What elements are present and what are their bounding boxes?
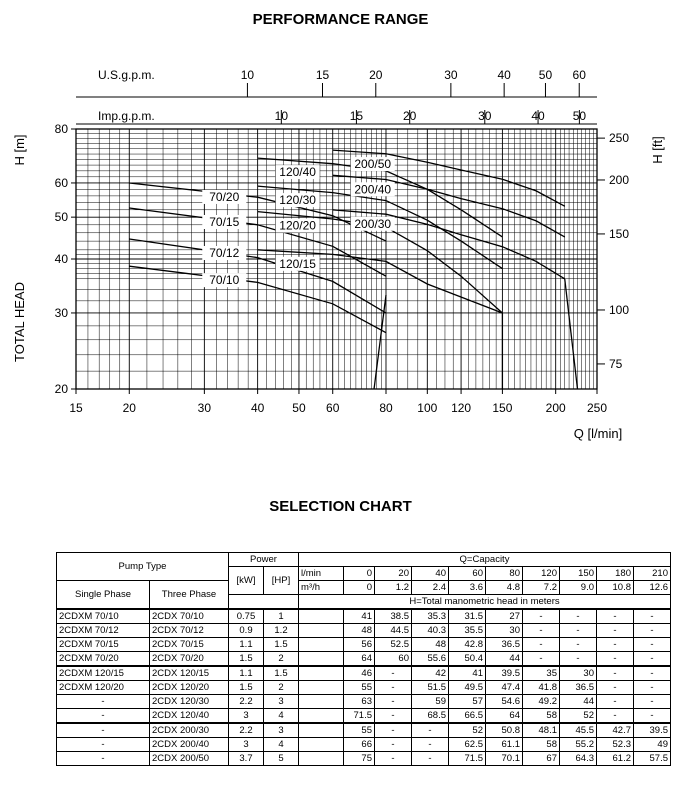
selection-chart-title: SELECTION CHART: [269, 498, 412, 515]
flow-lmin-cell: 120: [523, 567, 560, 581]
head-value: -: [597, 666, 634, 681]
y-axis-title: TOTAL HEAD: [12, 282, 27, 362]
x-axis-title: Q [l/min]: [573, 426, 623, 441]
head-value: -: [634, 709, 671, 724]
power-hp: 3: [264, 723, 299, 738]
x-tick-label: 20: [122, 401, 136, 415]
head-value: 67: [523, 752, 560, 766]
head-value: 61.2: [597, 752, 634, 766]
curve-label-200-40: 200/40: [354, 182, 392, 197]
head-value: -: [597, 638, 634, 652]
y-right-tick-label: 200: [609, 172, 630, 187]
impgpm-tick-label: 50: [572, 109, 587, 123]
flow-m3h-cell: 0: [344, 581, 375, 595]
flow-lmin-cell: 80: [486, 567, 523, 581]
power-kw: 3: [229, 709, 264, 724]
impgpm-tick-label: 20: [403, 109, 417, 123]
head-value: 46: [344, 666, 375, 681]
head-value: 50.4: [449, 652, 486, 667]
x-tick-label: 60: [326, 401, 340, 415]
head-value: 44.5: [375, 624, 412, 638]
curve-label-200-30: 200/30: [354, 216, 392, 231]
usgpm-tick-label: 30: [444, 68, 458, 82]
head-value: 36.5: [560, 681, 597, 695]
head-value: 44: [560, 695, 597, 709]
usgpm-tick-label: 40: [497, 68, 511, 82]
single-phase-model: -: [57, 709, 150, 724]
three-phase-model: 2CDX 200/40: [150, 738, 229, 752]
head-value: 48.1: [523, 723, 560, 738]
head-note-header: H=Total manometric head in meters: [299, 595, 671, 610]
head-value: -: [523, 638, 560, 652]
three-phase-model: 2CDX 120/20: [150, 681, 229, 695]
single-phase-model: -: [57, 723, 150, 738]
head-value: 64: [344, 652, 375, 667]
power-hp: 1.5: [264, 638, 299, 652]
flow-m3h-cell: 2.4: [412, 581, 449, 595]
head-value: -: [597, 609, 634, 624]
head-value: 60: [375, 652, 412, 667]
power-hp: 2: [264, 681, 299, 695]
usgpm-tick-label: 60: [572, 68, 586, 82]
table-row: [57, 624, 671, 638]
curve-label-70-12: 70/12: [209, 246, 240, 261]
y-axis-right-unit: H [ft]: [650, 136, 665, 164]
power-hp: 1: [264, 609, 299, 624]
curve-label-120-15: 120/15: [279, 256, 316, 271]
head-value: 27: [486, 609, 523, 624]
flow-lmin-cell: 0: [344, 567, 375, 581]
y-tick-label: 80: [54, 122, 68, 136]
unit-blank: [299, 752, 344, 766]
head-value: 62.5: [449, 738, 486, 752]
power-kw: 3: [229, 738, 264, 752]
head-value: 58: [523, 709, 560, 724]
head-value: -: [634, 666, 671, 681]
unit-blank: [299, 652, 344, 667]
y-tick-label: 50: [54, 210, 68, 225]
unit-blank: [299, 709, 344, 724]
head-value: 44: [486, 652, 523, 667]
head-value: 40.3: [412, 624, 449, 638]
impgpm-tick-label: 15: [349, 109, 364, 123]
head-value: 49.2: [523, 695, 560, 709]
head-value: 38.5: [375, 609, 412, 624]
limit-line-200: [565, 279, 578, 389]
lmin-header: l/min: [299, 567, 344, 581]
head-value: 64: [486, 709, 523, 724]
power-hp: 4: [264, 709, 299, 724]
head-value: 39.5: [486, 666, 523, 681]
curve-label-120-30: 120/30: [279, 193, 316, 208]
curve-label-120-20: 120/20: [279, 218, 316, 233]
table-row: [57, 638, 671, 652]
power-kw: 3.7: [229, 752, 264, 766]
head-value: 71.5: [449, 752, 486, 766]
power-kw: 0.75: [229, 609, 264, 624]
unit-blank: [299, 666, 344, 681]
head-value: -: [597, 681, 634, 695]
unit-blank: [299, 638, 344, 652]
head-value: -: [634, 695, 671, 709]
performance-range-title: PERFORMANCE RANGE: [252, 11, 429, 28]
head-value: 52.3: [597, 738, 634, 752]
head-value: 35.3: [412, 609, 449, 624]
head-value: 50.8: [486, 723, 523, 738]
head-value: 42: [412, 666, 449, 681]
table-row: [57, 738, 671, 752]
single-phase-model: -: [57, 752, 150, 766]
impgpm-tick-label: 30: [478, 109, 492, 123]
head-value: 49.5: [449, 681, 486, 695]
head-value: -: [560, 624, 597, 638]
three-phase-model: 2CDX 120/40: [150, 709, 229, 724]
head-value: 35: [523, 666, 560, 681]
power-hp: 2: [264, 652, 299, 667]
three-phase-model: 2CDX 200/50: [150, 752, 229, 766]
three-phase-model: 2CDX 70/20: [150, 652, 229, 667]
table-row: [57, 681, 671, 695]
power-hp: 5: [264, 752, 299, 766]
x-tick-label: 30: [197, 401, 212, 415]
y-right-tick-label: 75: [609, 356, 623, 371]
x-tick-label: 50: [292, 401, 306, 415]
usgpm-tick-label: 50: [538, 68, 553, 82]
head-value: 71.5: [344, 709, 375, 724]
head-value: -: [375, 709, 412, 724]
pump-type-header: Pump Type: [57, 553, 229, 581]
flow-lmin-cell: 20: [375, 567, 412, 581]
power-hp: 3: [264, 695, 299, 709]
head-value: 54.6: [486, 695, 523, 709]
head-value: 70.1: [486, 752, 523, 766]
x-tick-label: 200: [545, 401, 566, 415]
curve-label-70-15: 70/15: [209, 214, 240, 229]
head-value: -: [634, 609, 671, 624]
power-kw: 1.5: [229, 652, 264, 667]
table-header-row: [57, 553, 671, 567]
unit-blank: [299, 624, 344, 638]
head-value: 45.5: [560, 723, 597, 738]
head-value: 58: [523, 738, 560, 752]
curve-label-200-50: 200/50: [354, 157, 392, 172]
head-value: -: [375, 666, 412, 681]
head-value: 41.8: [523, 681, 560, 695]
head-value: 36.5: [486, 638, 523, 652]
head-value: -: [560, 652, 597, 667]
flow-lmin-cell: 180: [597, 567, 634, 581]
y-tick-label: 20: [54, 382, 68, 396]
x-tick-label: 40: [250, 401, 265, 415]
flow-lmin-cell: 210: [634, 567, 671, 581]
head-value: 52: [449, 723, 486, 738]
head-value: 56: [344, 638, 375, 652]
power-hp: 1.5: [264, 666, 299, 681]
head-value: -: [523, 609, 560, 624]
head-value: 55: [344, 681, 375, 695]
flow-lmin-cell: 60: [449, 567, 486, 581]
table-row: [57, 652, 671, 667]
single-phase-model: 2CDXM 120/20: [57, 681, 150, 695]
usgpm-tick-label: 15: [315, 68, 330, 82]
x-tick-label: 120: [451, 401, 472, 415]
head-value: -: [634, 638, 671, 652]
kw-header: [kW]: [229, 567, 264, 595]
head-value: -: [375, 695, 412, 709]
head-value: -: [560, 638, 597, 652]
x-tick-label: 250: [586, 401, 608, 415]
head-value: 39.5: [634, 723, 671, 738]
curve-label-70-10: 70/10: [209, 273, 240, 288]
head-value: -: [375, 752, 412, 766]
head-value: 55.6: [412, 652, 449, 667]
three-phase-model: 2CDX 200/30: [150, 723, 229, 738]
head-value: -: [597, 709, 634, 724]
head-value: 64.3: [560, 752, 597, 766]
head-value: -: [412, 752, 449, 766]
y-right-tick-label: 100: [609, 302, 630, 317]
head-value: 30: [486, 624, 523, 638]
power-kw: 1.1: [229, 666, 264, 681]
three-phase-header: Three Phase: [150, 581, 229, 610]
head-value: 35.5: [449, 624, 486, 638]
single-phase-model: 2CDXM 70/10: [57, 609, 150, 624]
chart-axes: [71, 83, 605, 394]
impgpm-axis-label: Imp.g.p.m.: [98, 109, 155, 123]
head-value: 42.7: [597, 723, 634, 738]
head-value: 30: [560, 666, 597, 681]
single-phase-model: 2CDXM 70/15: [57, 638, 150, 652]
hp-header: [HP]: [264, 567, 299, 595]
head-value: -: [560, 609, 597, 624]
capacity-header: Q=Capacity: [299, 553, 671, 567]
flow-lmin-cell: 150: [560, 567, 597, 581]
single-phase-model: 2CDXM 70/12: [57, 624, 150, 638]
single-phase-model: 2CDXM 120/15: [57, 666, 150, 681]
flow-m3h-cell: 1.2: [375, 581, 412, 595]
head-value: 61.1: [486, 738, 523, 752]
y-axis-left-unit: H [m]: [12, 134, 27, 166]
head-value: -: [634, 681, 671, 695]
head-value: 31.5: [449, 609, 486, 624]
head-value: 51.5: [412, 681, 449, 695]
head-value: 42.8: [449, 638, 486, 652]
head-value: -: [597, 624, 634, 638]
power-hp: 4: [264, 738, 299, 752]
head-value: -: [412, 723, 449, 738]
head-value: -: [634, 652, 671, 667]
single-phase-model: -: [57, 738, 150, 752]
unit-blank: [299, 681, 344, 695]
three-phase-model: 2CDX 120/15: [150, 666, 229, 681]
power-kw: 1.1: [229, 638, 264, 652]
y-tick-label: 30: [54, 305, 68, 320]
power-header: Power: [229, 553, 299, 567]
table-row: [57, 723, 671, 738]
flow-m3h-cell: 4.8: [486, 581, 523, 595]
flow-m3h-cell: 3.6: [449, 581, 486, 595]
power-hp: 1.2: [264, 624, 299, 638]
x-tick-label: 100: [417, 401, 438, 415]
head-value: -: [375, 723, 412, 738]
selection-table: [56, 552, 671, 766]
chart-grid: [76, 129, 597, 389]
single-phase-model: 2CDXM 70/20: [57, 652, 150, 667]
power-kw: 2.2: [229, 723, 264, 738]
power-kw: 2.2: [229, 695, 264, 709]
head-value: -: [523, 652, 560, 667]
three-phase-model: 2CDX 70/10: [150, 609, 229, 624]
head-value: 57: [449, 695, 486, 709]
x-tick-label: 150: [492, 401, 513, 415]
unit-blank: [299, 695, 344, 709]
power-kw: 1.5: [229, 681, 264, 695]
flow-m3h-cell: 9.0: [560, 581, 597, 595]
usgpm-axis-label: U.S.g.p.m.: [98, 68, 155, 82]
y-right-tick-label: 250: [609, 131, 630, 146]
table-row: [57, 609, 671, 624]
usgpm-tick-label: 10: [240, 68, 255, 82]
flow-lmin-cell: 40: [412, 567, 449, 581]
head-value: 52: [560, 709, 597, 724]
head-value: 48: [344, 624, 375, 638]
usgpm-tick-label: 20: [369, 68, 383, 82]
y-right-tick-label: 150: [609, 226, 630, 241]
head-value: -: [375, 681, 412, 695]
head-value: -: [597, 695, 634, 709]
head-value: 49: [634, 738, 671, 752]
impgpm-tick-label: 40: [531, 109, 545, 123]
head-value: -: [412, 738, 449, 752]
head-value: 59: [412, 695, 449, 709]
y-tick-label: 40: [54, 252, 68, 266]
m3h-header: m³/h: [299, 581, 344, 595]
head-value: 57.5: [634, 752, 671, 766]
head-value: 47.4: [486, 681, 523, 695]
flow-m3h-cell: 10.8: [597, 581, 634, 595]
table-row: [57, 709, 671, 724]
table-row: [57, 666, 671, 681]
head-value: 68.5: [412, 709, 449, 724]
three-phase-model: 2CDX 120/30: [150, 695, 229, 709]
y-tick-label: 60: [54, 175, 68, 190]
head-value: -: [523, 624, 560, 638]
head-value: 63: [344, 695, 375, 709]
single-phase-header: Single Phase: [57, 581, 150, 610]
x-tick-label: 15: [69, 401, 83, 415]
power-kw: 0.9: [229, 624, 264, 638]
unit-blank: [299, 738, 344, 752]
head-value: -: [597, 652, 634, 667]
head-value: 66.5: [449, 709, 486, 724]
head-value: -: [375, 738, 412, 752]
head-value: 75: [344, 752, 375, 766]
single-phase-model: -: [57, 695, 150, 709]
power-blank: [229, 595, 299, 610]
table-row: [57, 752, 671, 766]
head-value: 48: [412, 638, 449, 652]
head-value: 55: [344, 723, 375, 738]
unit-blank: [299, 609, 344, 624]
three-phase-model: 2CDX 70/12: [150, 624, 229, 638]
table-row: [57, 695, 671, 709]
head-value: -: [634, 624, 671, 638]
curve-label-120-40: 120/40: [279, 165, 316, 180]
head-value: 66: [344, 738, 375, 752]
three-phase-model: 2CDX 70/15: [150, 638, 229, 652]
table-header-row: [57, 581, 671, 595]
flow-m3h-cell: 7.2: [523, 581, 560, 595]
head-value: 52.5: [375, 638, 412, 652]
x-tick-label: 80: [379, 401, 393, 415]
flow-m3h-cell: 12.6: [634, 581, 671, 595]
head-value: 41: [344, 609, 375, 624]
impgpm-tick-label: 10: [274, 109, 289, 123]
unit-blank: [299, 723, 344, 738]
head-value: 41: [449, 666, 486, 681]
curve-label-70-20: 70/20: [209, 189, 240, 204]
head-value: 55.2: [560, 738, 597, 752]
